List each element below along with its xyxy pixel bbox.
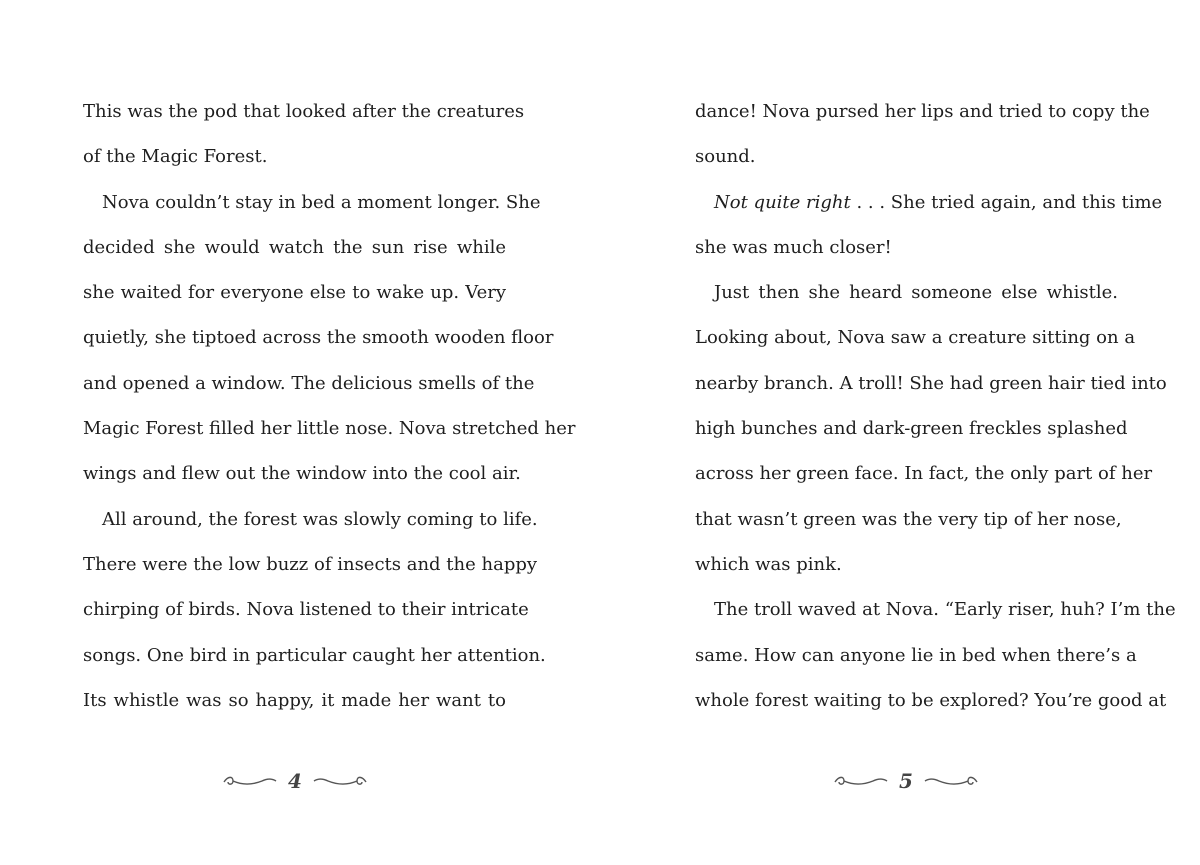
text-line: dance! Nova pursed her lips and tried to copy the [695,101,1150,122]
text-line: There were the low buzz of insects and the happy [83,553,538,575]
left-page-folio [195,768,395,794]
text-line: chirping of birds. Nova listened to their intricate [83,599,529,621]
text-line: quietly, she tiptoed across the smooth wooden floor [83,327,554,349]
text-line: Its whistle was so happy, it made her want to [83,689,506,711]
flourish-left-icon [833,773,889,789]
text-line: sound. [695,146,756,168]
text-line: Nova couldn’t stay in bed a moment longer. She [102,191,541,213]
text-fragment: . . . She tried again, and this time [850,191,1163,213]
left-page-text [83,89,576,723]
page-number: 4 [288,769,302,793]
text-line: Looking about, Nova saw a creature sitting on a [695,327,1136,349]
italic-phrase: Not quite right [714,191,851,213]
text-line: which was pink. [695,553,842,575]
right-page-folio [806,768,1006,794]
text-line: of the Magic Forest. [83,146,268,168]
text-line: The troll waved at Nova. “Early riser, huh? I’m the [714,599,1176,621]
text-line [695,180,1163,225]
text-line: decided she would watch the sun rise while [83,236,506,258]
flourish-left-icon [222,773,278,789]
text-line: and opened a window. The delicious smells of the [83,372,535,394]
flourish-right-icon [923,773,979,789]
right-page [600,0,1200,865]
text-line: Just then she heard someone else whistle. [714,282,1118,304]
text-line: same. How can anyone lie in bed when there’s a [695,644,1137,666]
text-line: she was much closer! [695,236,892,258]
text-line: This was the pod that looked after the creatures [83,101,525,122]
text-line: whole forest waiting to be explored? You’re good at [695,689,1167,711]
flourish-right-icon [312,773,368,789]
text-line: nearby branch. A troll! She had green hair tied into [695,372,1167,394]
text-line: songs. One bird in particular caught her attention. [83,644,546,666]
page-number: 5 [899,769,913,793]
text-line: wings and flew out the window into the cool air. [83,463,521,485]
text-line: Magic Forest filled her little nose. Nova stretched her [83,418,576,440]
text-line: across her green face. In fact, the only part of her [695,463,1153,485]
right-page-text [695,89,1176,723]
text-line: that wasn’t green was the very tip of her nose, [695,508,1122,530]
text-line: All around, the forest was slowly coming to life. [102,508,538,530]
text-line: high bunches and dark-green freckles splashed [695,418,1128,440]
text-line: she waited for everyone else to wake up. Very [83,282,506,304]
